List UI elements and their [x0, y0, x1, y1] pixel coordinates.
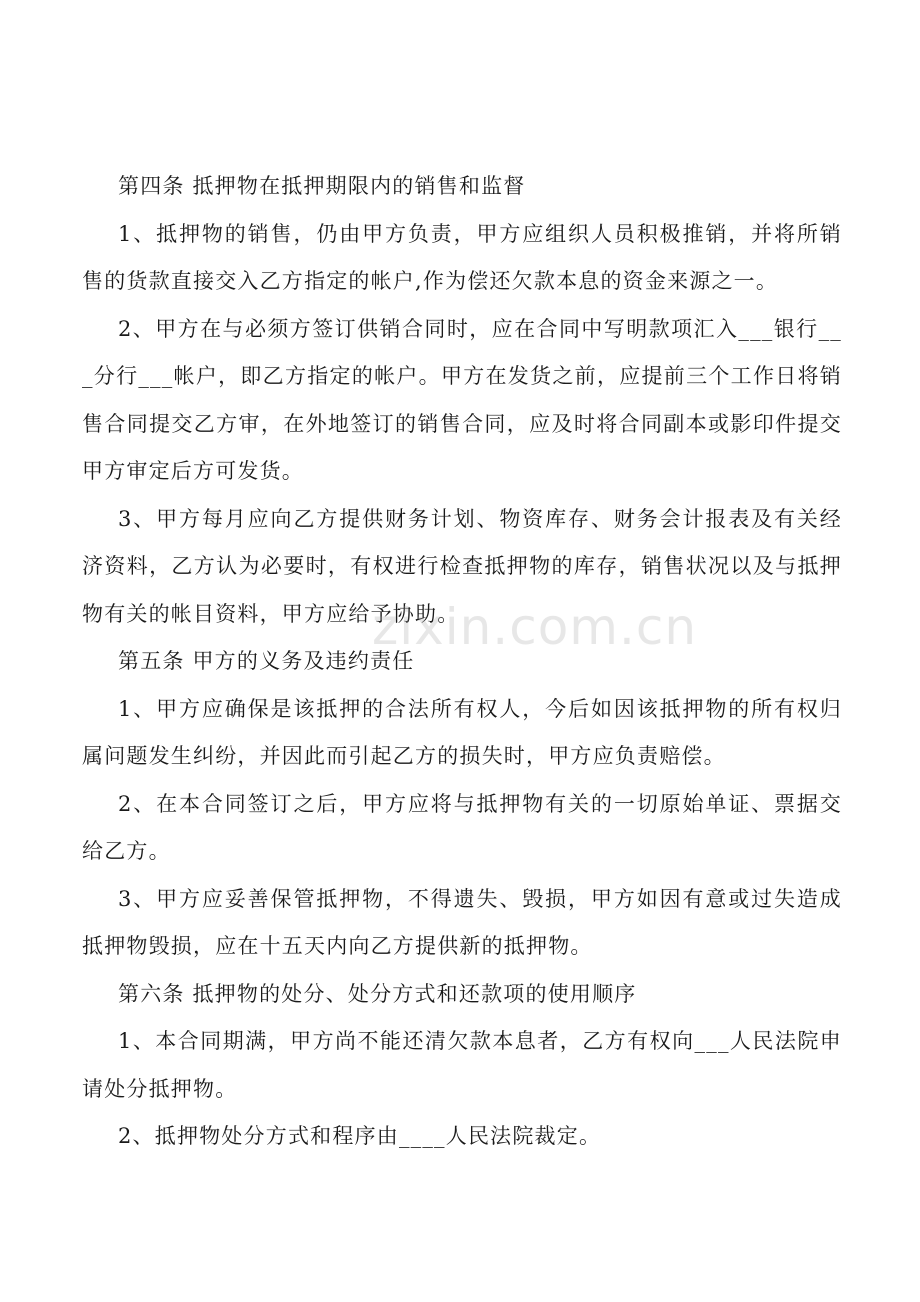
article-5-clause-3: 3、甲方应妥善保管抵押物，不得遗失、毁损，甲方如因有意或过失造成抵押物毁损，应在十五天内向乙方提供新的抵押物。	[82, 886, 842, 958]
article-5-heading: 第五条 甲方的义务及违约责任	[118, 649, 415, 673]
article-4-heading: 第四条 抵押物在抵押期限内的销售和监督	[118, 174, 526, 198]
article-6-heading: 第六条 抵押物的处分、处分方式和还款项的使用顺序	[118, 981, 637, 1006]
article-4-clause-3: 3、甲方每月应向乙方提供财务计划、物资库存、财务会计报表及有关经济资料，乙方认为必要时，有权进行检查抵押物的库存，销售状况以及与抵押物有关的帐目资料，甲方应给予协助。	[82, 506, 842, 626]
article-6-clause-2: 2、抵押物处分方式和程序由____人民法院裁定。	[118, 1124, 602, 1148]
site-watermark: zixin.com.cn	[372, 598, 698, 656]
document-body	[82, 163, 842, 1161]
article-4-clause-2: 2、甲方在与必须方签订供销合同时，应在合同中写明款项汇入___银行___分行___帐户，即乙方指定的帐户。甲方在发货之前，应提前三个工作日将销售合同提交乙方审，在外地签订的销售合同，应及时将合同副本或影印件提交甲方审定后方可发货。	[82, 316, 842, 483]
article-6-clause-1: 1、本合同期满，甲方尚不能还清欠款本息者，乙方有权向___人民法院申请处分抵押物。	[82, 1029, 842, 1101]
article-5-clause-2: 2、在本合同签订之后，甲方应将与抵押物有关的一切原始单证、票据交给乙方。	[82, 791, 842, 863]
article-4-clause-1: 1、抵押物的销售，仍由甲方负责，甲方应组织人员积极推销，并将所销售的货款直接交入乙方指定的帐户,作为偿还欠款本息的资金来源之一。	[82, 221, 842, 293]
article-5-clause-1: 1、甲方应确保是该抵押的合法所有权人，今后如因该抵押物的所有权归属问题发生纠纷，并因此而引起乙方的损失时，甲方应负责赔偿。	[82, 696, 842, 768]
